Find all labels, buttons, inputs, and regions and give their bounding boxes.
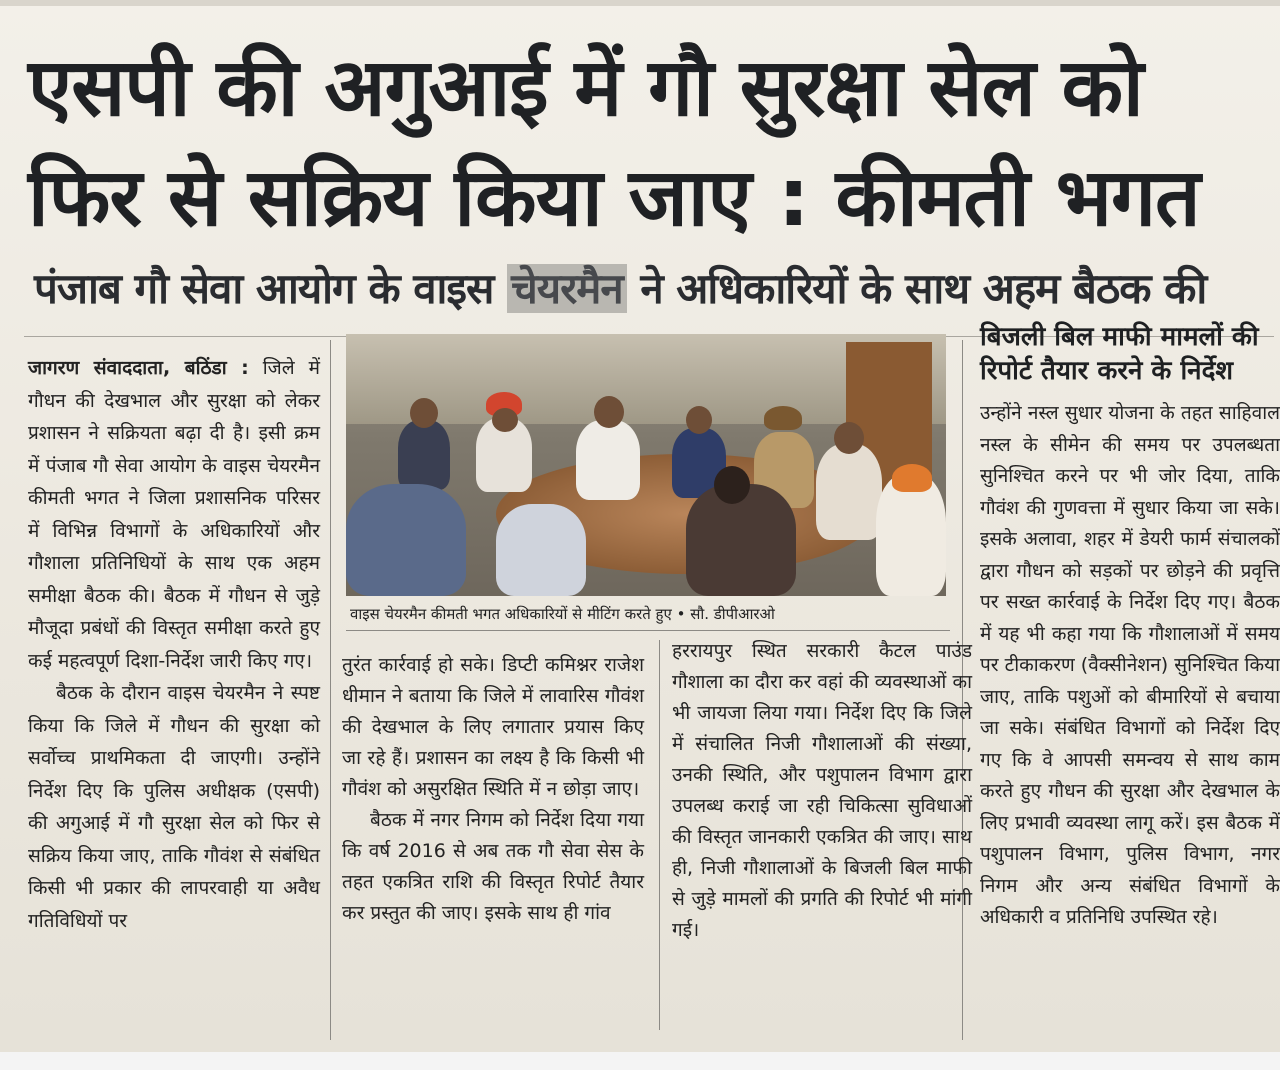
- article-lead-text: जिले में गौधन की देखभाल और सुरक्षा को लेकर प्रशासन ने सक्रियता बढ़ा दी है। इसी क्रम में पंजाब गौ सेवा आयोग के वाइस चेयरमैन कीमती भगत ने जिला प्रशासनिक परिसर में विभिन्न विभागों के अधिकारियों और गौशाला प्रतिनिधियों के साथ एक अहम समीक्षा बैठक की। बैठक में गौधन से जुड़े मौजूदा प्रबंधों की विस्तृत समीक्षा करते हुए कई महत्वपूर्ण दिशा-निर्देश जारी किए गए।: [28, 357, 320, 672]
- page-bottom-strip: [0, 1052, 1280, 1070]
- article-column-2: [342, 650, 644, 929]
- photo-caption: वाइस चेयरमैन कीमती भगत अधिकारियों से मीटिंग करते हुए • सौ. डीपीआरओ: [350, 605, 775, 623]
- article-paragraph: [28, 352, 320, 677]
- article-paragraph: हररायपुर स्थित सरकारी कैटल पाउंड गौशाला का दौरा कर वहां की व्यवस्थाओं का भी जायजा लिया गया। निर्देश दिए कि जिले में संचालित निजी गौशालाओं की संख्या, उनकी स्थिति, और पशुपालन विभाग द्वारा उपलब्ध कराई जा रही चिकित्सा सुविधाओं की विस्तृत जानकारी एकत्रित की जाए। साथ ही, निजी गौशालाओं के बिजली बिल माफी से जुड़े मामलों की प्रगति की रिपोर्ट भी मांगी गई।: [672, 640, 972, 941]
- subheadline-before: पंजाब गौ सेवा आयोग के वाइस: [34, 264, 494, 313]
- article-paragraph: तुरंत कार्रवाई हो सके। डिप्टी कमिश्नर राजेश धीमान ने बताया कि जिले में लावारिस गौवंश की देखभाल के लिए लगातार प्रयास किए जा रहे हैं। प्रशासन का लक्ष्य है कि किसी भी गौवंश को असुरक्षित स्थिति में न छोड़ा जाए।: [342, 654, 644, 800]
- article-column-3: [672, 636, 972, 946]
- column-divider-3: [659, 640, 660, 1030]
- article-paragraph: उन्होंने नस्ल सुधार योजना के तहत साहिवाल नस्ल के सीमेन की समय पर उपलब्धता सुनिश्चित करने पर भी जोर दिया, ताकि गौवंश की गुणवत्ता में सुधार किया जा सके। इसके अलावा, शहर में डेयरी फार्म संचालकों द्वारा गौधन को सड़कों पर छोड़ने की प्रवृत्ति पर सख्त कार्रवाई के निर्देश दिए गए। बैठक में यह भी कहा गया कि गौशालाओं में समय पर टीकाकरण (वैक्सीनेशन) सुनिश्चित किया जाए, ताकि पशुओं को बीमारियों से बचाया जा सके। संबंधित विभागों को निर्देश दिए गए कि वे आपसी समन्वय से साथ काम करते हुए गौधन की सुरक्षा और देखभाल के लिए प्रभावी व्यवस्था लागू करें। इस बैठक में पशुपालन विभाग, पुलिस विभाग, नगर निगम और अन्य संबंधित विभागों के अधिकारी व प्रतिनिधि उपस्थित रहे।: [980, 402, 1280, 928]
- subheadline-after: ने अधिकारियों के साथ अहम बैठक की: [640, 264, 1207, 313]
- article-paragraph: बैठक के दौरान वाइस चेयरमैन ने स्पष्ट किया कि जिले में गौधन की सुरक्षा को सर्वोच्च प्राथमिकता दी जाएगी। उन्होंने निर्देश दिए कि पुलिस अधीक्षक (एसपी) की अगुआई में गौ सुरक्षा सेल को फिर से सक्रिय किया जाए, ताकि गौवंश से संबंधित किसी भी प्रकार की लापरवाही या अवैध गतिविधियों पर: [28, 682, 320, 932]
- sidebar-heading: बिजली बिल माफी मामलों की रिपोर्ट तैयार करने के निर्देश: [980, 322, 1259, 386]
- subheadline: [34, 262, 1264, 316]
- byline: जागरण संवाददाता, बठिंडा :: [28, 357, 249, 379]
- headline-line-2: फिर से सक्रिय किया जाए : कीमती भगत: [28, 151, 1200, 244]
- headline-line-1: एसपी की अगुआई में गौ सुरक्षा सेल को: [28, 41, 1143, 134]
- article-column-1: [28, 352, 320, 937]
- caption-divider: [346, 630, 950, 631]
- page-top-edge: [0, 0, 1280, 6]
- column-divider-1: [330, 340, 331, 1040]
- subheadline-highlight: चेयरमैन: [507, 264, 627, 313]
- article-paragraph: बैठक में नगर निगम को निर्देश दिया गया कि वर्ष 2016 से अब तक गौ सेवा सेस के तहत एकत्रित राशि की विस्तृत रिपोर्ट तैयार कर प्रस्तुत की जाए। इसके साथ ही गांव: [342, 809, 644, 924]
- article-column-4: [980, 398, 1280, 934]
- meeting-photo: [346, 334, 946, 596]
